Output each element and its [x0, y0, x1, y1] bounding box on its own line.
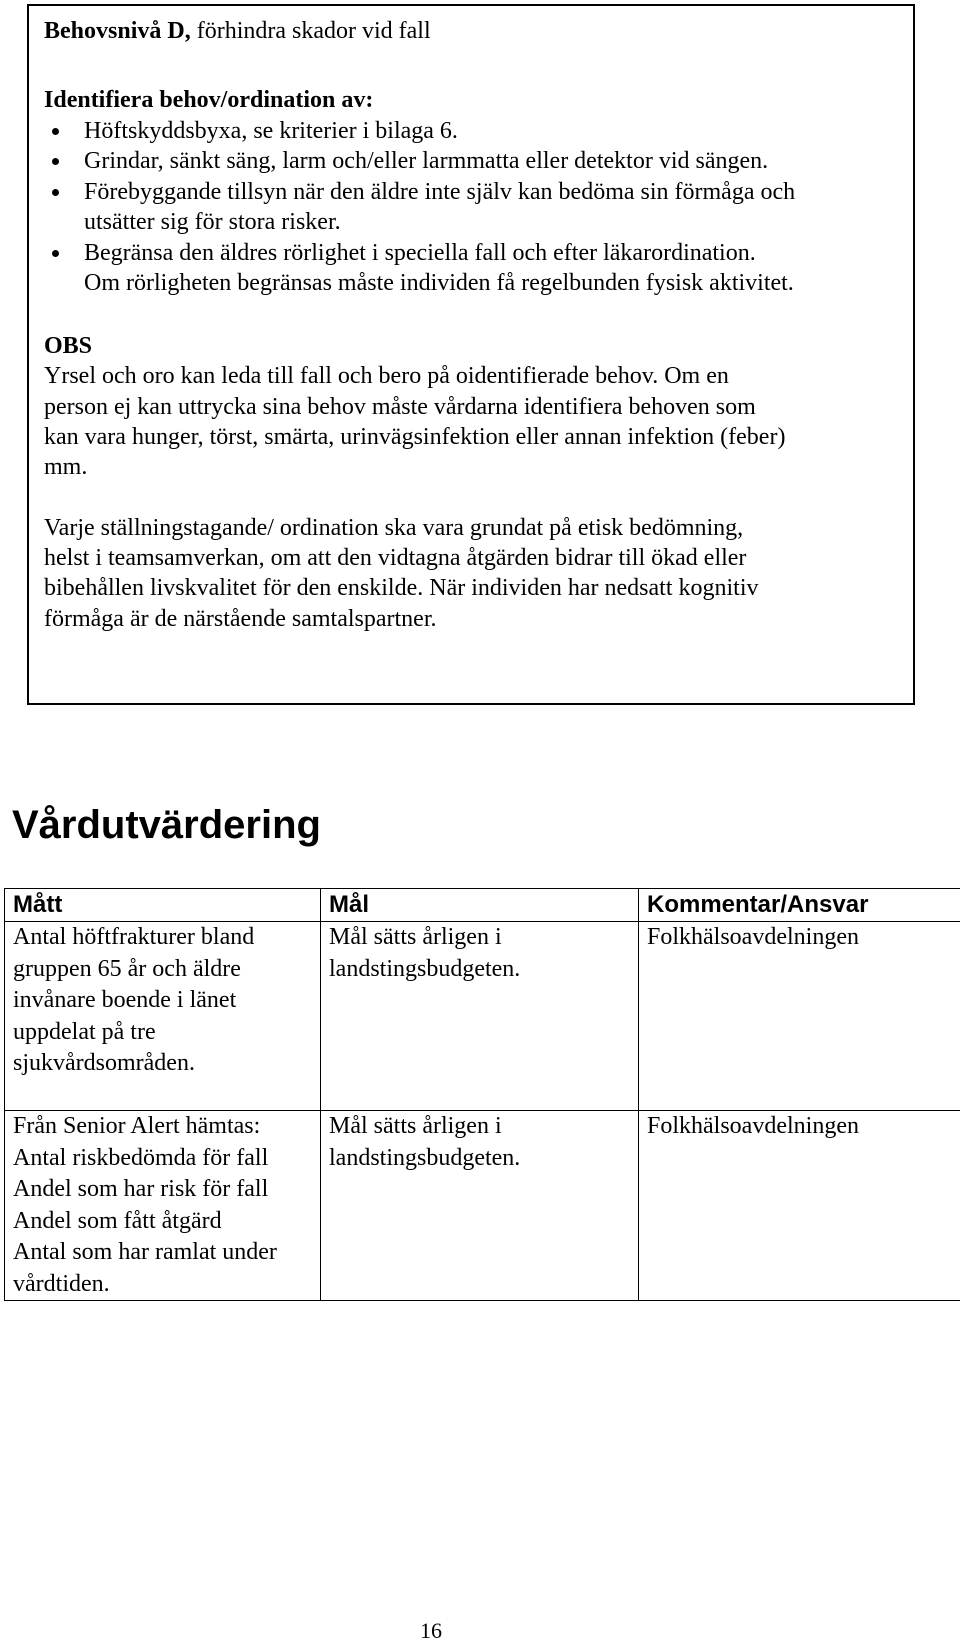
column-header-kommentar: Kommentar/Ansvar — [639, 889, 960, 922]
section-title: Vårdutvärdering — [12, 803, 321, 847]
column-header-matt: Mått — [5, 889, 321, 922]
column-header-mal: Mål — [321, 889, 639, 922]
evaluation-table — [4, 888, 960, 1301]
bullet-dot — [52, 250, 59, 257]
cell-line: Folkhälsoavdelningen — [647, 1113, 859, 1139]
cell-line: uppdelat på tre — [13, 1018, 156, 1045]
cell-line: vårdtiden. — [13, 1270, 110, 1297]
obs-line: kan vara hunger, törst, smärta, urinvägsinfektion eller annan infektion (feber) — [44, 424, 786, 450]
cell-line: Mål sätts årligen i — [329, 924, 502, 950]
cell-line: Antal riskbedömda för fall — [13, 1144, 269, 1171]
page-number: 16 — [420, 1618, 442, 1643]
bullet-item: Höftskyddsbyxa, se kriterier i bilaga 6. — [84, 118, 458, 144]
bullet-item-continuation: Om rörligheten begränsas måste individen få regelbunden fysisk aktivitet. — [84, 270, 794, 296]
cell-line: Mål sätts årligen i — [329, 1113, 502, 1139]
box-heading — [44, 19, 431, 43]
cell-line: Antal som har ramlat under — [13, 1239, 277, 1265]
cell-line: landstingsbudgeten. — [329, 1144, 521, 1171]
identify-label: Identifiera behov/ordination av: — [44, 87, 374, 113]
cell-line: invånare boende i länet — [13, 987, 237, 1013]
cell-line: Folkhälsoavdelningen — [647, 924, 859, 950]
cell-line: Andel som har risk för fall — [13, 1176, 269, 1202]
box-heading-bold: Behovsnivå D, — [44, 18, 191, 44]
paragraph-line: Varje ställningstagande/ ordination ska vara grundat på etisk bedömning, — [44, 515, 744, 541]
cell-line: gruppen 65 år och äldre — [13, 955, 241, 982]
table-row — [5, 1111, 960, 1301]
bullet-item-continuation: utsätter sig för stora risker. — [84, 209, 341, 235]
bullet-dot — [52, 189, 59, 196]
bullet-item: Grindar, sänkt säng, larm och/eller larmmatta eller detektor vid sängen. — [84, 148, 769, 174]
cell-line: sjukvårdsområden. — [13, 1050, 195, 1076]
obs-label: OBS — [44, 333, 93, 359]
bullet-item: Förebyggande tillsyn när den äldre inte själv kan bedöma sin förmåga och — [84, 179, 796, 205]
box-heading-rest: förhindra skador vid fall — [190, 18, 431, 44]
paragraph-line: förmåga är de närstående samtalspartner. — [44, 606, 437, 632]
cell-line: Antal höftfrakturer bland — [13, 924, 255, 950]
obs-line: person ej kan uttrycka sina behov måste vårdarna identifiera behoven som — [44, 394, 756, 420]
cell-line: landstingsbudgeten. — [329, 955, 521, 982]
obs-line: Yrsel och oro kan leda till fall och bero på oidentifierade behov. Om en — [44, 363, 729, 389]
cell-matt — [5, 922, 321, 1111]
cell-matt — [5, 1111, 321, 1301]
cell-mal — [321, 922, 639, 1111]
paragraph-line: helst i teamsamverkan, om att den vidtagna åtgärden bidrar till ökad eller — [44, 545, 747, 571]
cell-line: Från Senior Alert hämtas: — [13, 1113, 261, 1139]
bullet-item: Begränsa den äldres rörlighet i speciella fall och efter läkarordination. — [84, 240, 756, 266]
table-row — [5, 922, 960, 1111]
cell-kommentar — [639, 922, 960, 1111]
cell-kommentar — [639, 1111, 960, 1301]
cell-mal — [321, 1111, 639, 1301]
paragraph-line: bibehållen livskvalitet för den enskilde. När individen har nedsatt kognitiv — [44, 575, 759, 601]
bullet-dot — [52, 158, 59, 165]
cell-line: Andel som fått åtgärd — [13, 1207, 222, 1234]
table-header-row — [5, 889, 960, 922]
obs-line: mm. — [44, 454, 88, 480]
bullet-dot — [52, 128, 59, 135]
